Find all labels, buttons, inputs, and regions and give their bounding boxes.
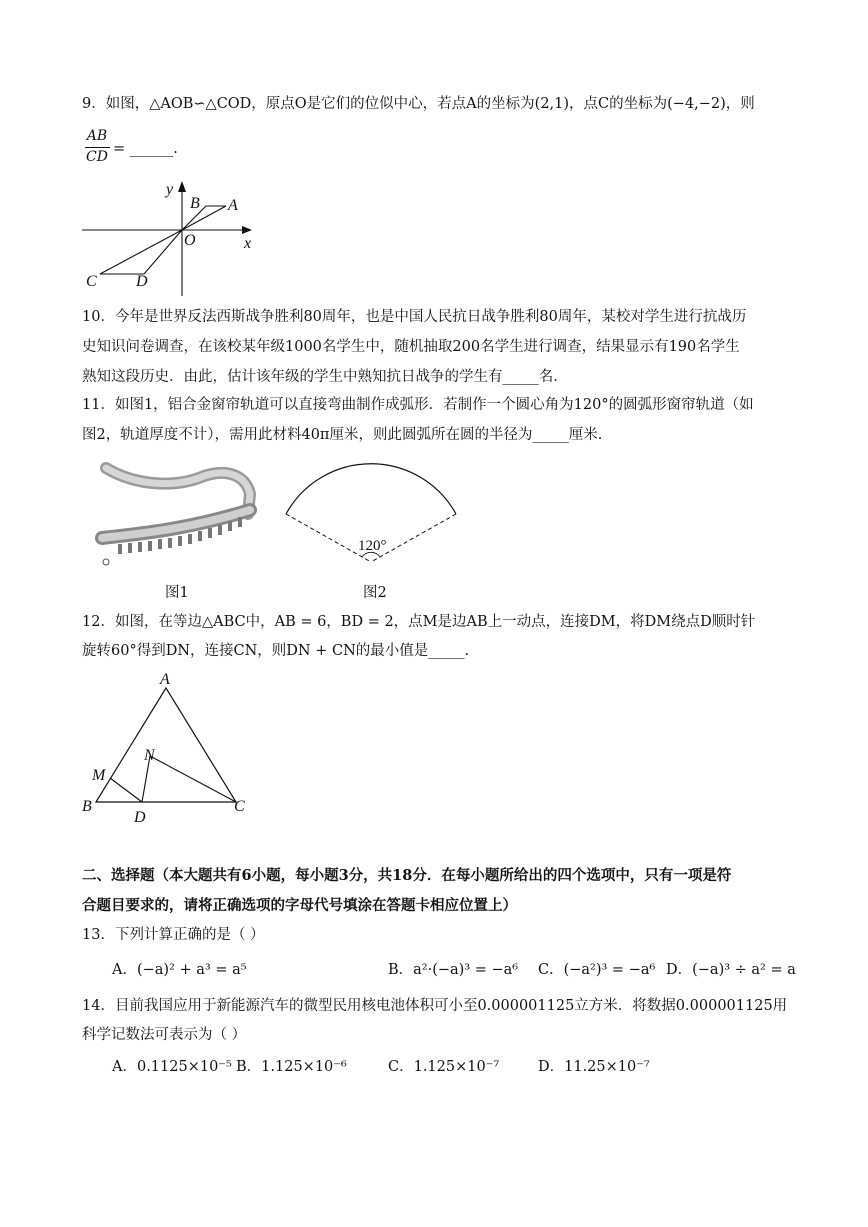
q14-line-2: 科学记数法可表示为（ ） (82, 1027, 247, 1043)
q11-figure-2-caption: 图2 (363, 585, 387, 601)
q13-option-D: D．(−a)³ ÷ a² = a (666, 962, 796, 978)
q13-option-C: C．(−a²)³ = −a⁶ (538, 962, 656, 978)
q9-figure (80, 178, 270, 298)
q12-label-M: M (92, 767, 106, 784)
section-2-heading-line-2: 合题目要求的，请将正确选项的字母代号填涂在答题卡相应位置上） (82, 897, 517, 914)
q12-label-D: D (134, 809, 146, 826)
q14-option-A: A．0.1125×10⁻⁵ (112, 1059, 232, 1075)
q9-label-B: B (190, 195, 200, 212)
section-2-heading-line-1: 二、选择题（本大题共有6小题，每小题3分，共18分．在每小题所给出的四个选项中，只有一项是符 (82, 867, 732, 884)
q13-option-B: B．a²·(−a)³ = −a⁶ (388, 962, 519, 978)
q12-label-N: N (144, 747, 155, 764)
q14-option-B: B．1.125×10⁻⁶ (236, 1059, 347, 1075)
q12-triangle-ABC (96, 688, 236, 802)
q10-line-3: 熟知这段历史．由此，估计该年级的学生中熟知抗日战争的学生有_____名． (82, 369, 568, 385)
q12-segment-DM (110, 778, 142, 802)
q9-stem: 9．如图，△AOB∽△COD，原点O是它们的位似中心，若点A的坐标为(2,1)，点C的坐标为(−4,−2)，则 (82, 96, 755, 112)
q9-y-arrow (178, 181, 186, 192)
q9-fraction-denominator: CD (86, 149, 108, 165)
q9-x-arrow (242, 226, 252, 234)
q11-figure-1-caption: 图1 (165, 585, 189, 601)
q10-line-2: 史知识问卷调查，在该校某年级1000名学生中，随机抽取200名学生进行调查，结果显示有190名学生 (82, 339, 740, 355)
q9-label-x: x (244, 235, 252, 252)
q14-option-D: D．11.25×10⁻⁷ (538, 1059, 650, 1075)
q9-blank: = ______. (113, 141, 178, 157)
q14-line-1: 14．目前我国应用于新能源汽车的微型民用核电池体积可小至0.000001125立方米．将数据0.000001125用 (82, 998, 788, 1014)
q9-label-y: y (166, 181, 174, 198)
q12-label-B: B (82, 798, 92, 815)
q11-figure-2-arc (280, 468, 470, 568)
q12-segment-NC (150, 756, 236, 802)
q9-triangle-AOB (182, 206, 226, 230)
q11-line-2: 图2，轨道厚度不计），需用此材料40π厘米，则此圆弧所在圆的半径为_____厘米． (82, 427, 613, 443)
q12-figure-triangle (80, 670, 270, 830)
q11-angle-label: 120° (358, 538, 387, 554)
q11-figure-1-curtain-rail (96, 458, 256, 570)
q13-option-A: A．(−a)² + a³ = a⁵ (112, 962, 247, 978)
q9-label-C: C (86, 273, 97, 290)
q12-label-C: C (234, 798, 245, 815)
q11-line-1: 11．如图1，铝合金窗帘轨道可以直接弯曲制作成弧形．若制作一个圆心角为120°的圆弧形窗帘轨道（如 (82, 397, 754, 413)
q11-arc (286, 464, 456, 514)
q14-option-C: C．1.125×10⁻⁷ (388, 1059, 500, 1075)
q9-triangle-COD (100, 230, 182, 274)
q13-stem: 13．下列计算正确的是（ ） (82, 927, 265, 943)
q12-line-1: 12．如图，在等边△ABC中，AB = 6，BD = 2，点M是边AB上一动点，连接DM，将DM绕点D顺时针 (82, 614, 756, 630)
q12-line-2: 旋转60°得到DN，连接CN，则DN + CN的最小值是_____. (82, 643, 470, 659)
q10-line-1: 10．今年是世界反法西斯战争胜利80周年，也是中国人民抗日战争胜利80周年，某校对学生进行抗战历 (82, 309, 747, 325)
q9-fraction-numerator: AB (86, 128, 108, 144)
q9-label-D: D (136, 273, 148, 290)
q9-label-A: A (228, 197, 238, 214)
q9-fraction-bar (85, 147, 110, 148)
q9-label-O: O (184, 232, 196, 249)
q12-label-A: A (160, 671, 170, 688)
